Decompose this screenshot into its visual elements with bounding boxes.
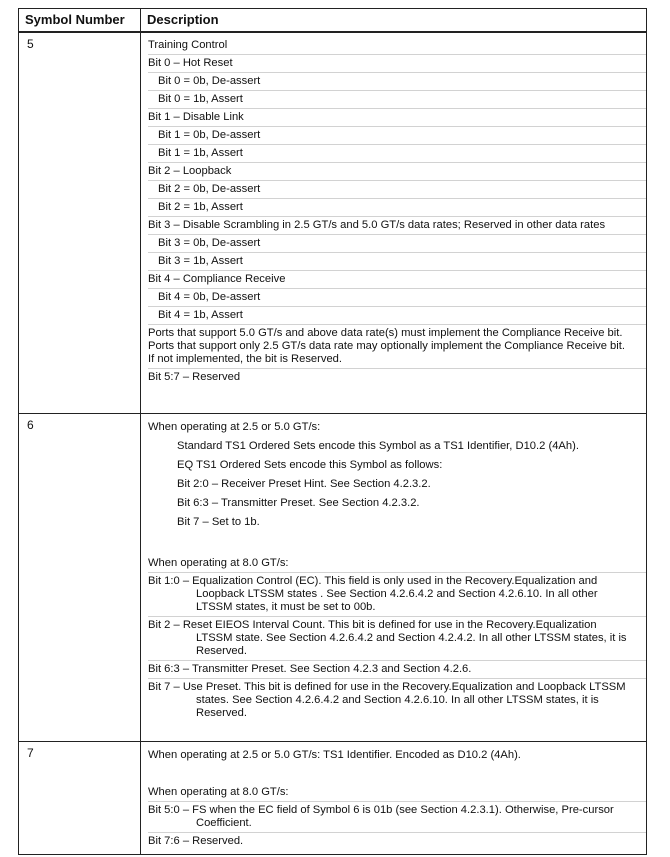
description-line: When operating at 8.0 GT/s: — [148, 555, 646, 573]
description-line: Bit 3 = 1b, Assert — [148, 253, 646, 271]
description-line: Bit 5:7 – Reserved — [148, 370, 241, 383]
description-line: Bit 6:3 – Transmitter Preset. See Section 4.2.3 and Section 4.2.6. — [148, 661, 646, 679]
description-line: Bit 1 – Disable Link — [148, 109, 646, 127]
description-line: Bit 2 – Reset EIEOS Interval Count. This bit is defined for use in the Recovery.Equalization LTSSM state. See Section 4.2.6.4.2 and Section 4.2.4.2. In all other LTSSM states, it is Reserved. — [148, 617, 646, 661]
description-line: Bit 0 = 0b, De-assert — [148, 73, 646, 91]
table-header-row — [19, 9, 647, 32]
description-line: Bit 7 – Set to 1b. — [177, 516, 260, 528]
description-line: EQ TS1 Ordered Sets encode this Symbol as follows: — [177, 459, 443, 471]
description-line: Bit 1 = 1b, Assert — [148, 145, 646, 163]
symbol-number: 6 — [19, 414, 141, 742]
description-line: Bit 7:6 – Reserved. — [148, 835, 244, 847]
description-line: Bit 1 = 0b, De-assert — [148, 127, 646, 145]
description-line: Bit 2 = 0b, De-assert — [148, 181, 646, 199]
ts1-symbol-table — [18, 8, 647, 855]
description-cell — [141, 414, 647, 742]
description-line: When operating at 2.5 or 5.0 GT/s: — [148, 421, 321, 433]
description-line: Standard TS1 Ordered Sets encode this Symbol as a TS1 Identifier, D10.2 (4Ah). — [177, 440, 579, 452]
description-line: Bit 5:0 – FS when the EC field of Symbol 6 is 01b (see Section 4.2.3.1). Otherwise, Pre-cursor Coefficient. — [148, 802, 646, 833]
table-row-symbol-6 — [19, 414, 647, 742]
description-cell — [141, 742, 647, 855]
table-row-symbol-5 — [19, 32, 647, 414]
table-row-symbol-7 — [19, 742, 647, 855]
description-line: Bit 7 – Use Preset. This bit is defined for use in the Recovery.Equalization and Loopback LTSSM states. See Section 4.2.6.4.2 and Section 4.2.6.10. In all other LTSSM states, it is Reserved. — [148, 681, 626, 719]
description-line: Bit 3 = 0b, De-assert — [148, 235, 646, 253]
description-line: Bit 6:3 – Transmitter Preset. See Section 4.2.3.2. — [177, 497, 420, 509]
description-line: Bit 0 = 1b, Assert — [148, 91, 646, 109]
symbol-number: 7 — [19, 742, 141, 855]
header-symbol-number: Symbol Number — [19, 9, 141, 32]
description-line: Bit 4 – Compliance Receive — [148, 271, 646, 289]
description-paragraph: Ports that support 5.0 GT/s and above data rate(s) must implement the Compliance Receive bit. Ports that support only 2.5 GT/s data rate may optionally implement the Compliance Receive bit. If not implemented, the bit is Reserved. — [148, 325, 646, 369]
description-line: When operating at 2.5 or 5.0 GT/s: TS1 Identifier. Encoded as D10.2 (4Ah). — [148, 749, 521, 761]
description-line: Bit 2:0 – Receiver Preset Hint. See Section 4.2.3.2. — [177, 478, 431, 490]
description-line: Bit 2 = 1b, Assert — [148, 199, 646, 217]
description-line: Bit 3 – Disable Scrambling in 2.5 GT/s and 5.0 GT/s data rates; Reserved in other data rates — [148, 217, 646, 235]
description-line: Bit 4 = 0b, De-assert — [148, 289, 646, 307]
description-line: Bit 1:0 – Equalization Control (EC). This field is only used in the Recovery.Equalization and Loopback LTSSM states . See Section 4.2.6.4.2 and Section 4.2.6.10. In all other LTSSM states, it must be set to 00b. — [148, 573, 646, 617]
description-cell — [141, 32, 647, 414]
description-line: When operating at 8.0 GT/s: — [148, 784, 646, 802]
description-line: Bit 0 – Hot Reset — [148, 55, 646, 73]
description-line: Training Control — [148, 37, 646, 55]
description-line: Bit 2 – Loopback — [148, 163, 646, 181]
header-description: Description — [141, 9, 647, 32]
symbol-number: 5 — [19, 32, 141, 414]
description-line: Bit 4 = 1b, Assert — [148, 307, 646, 325]
